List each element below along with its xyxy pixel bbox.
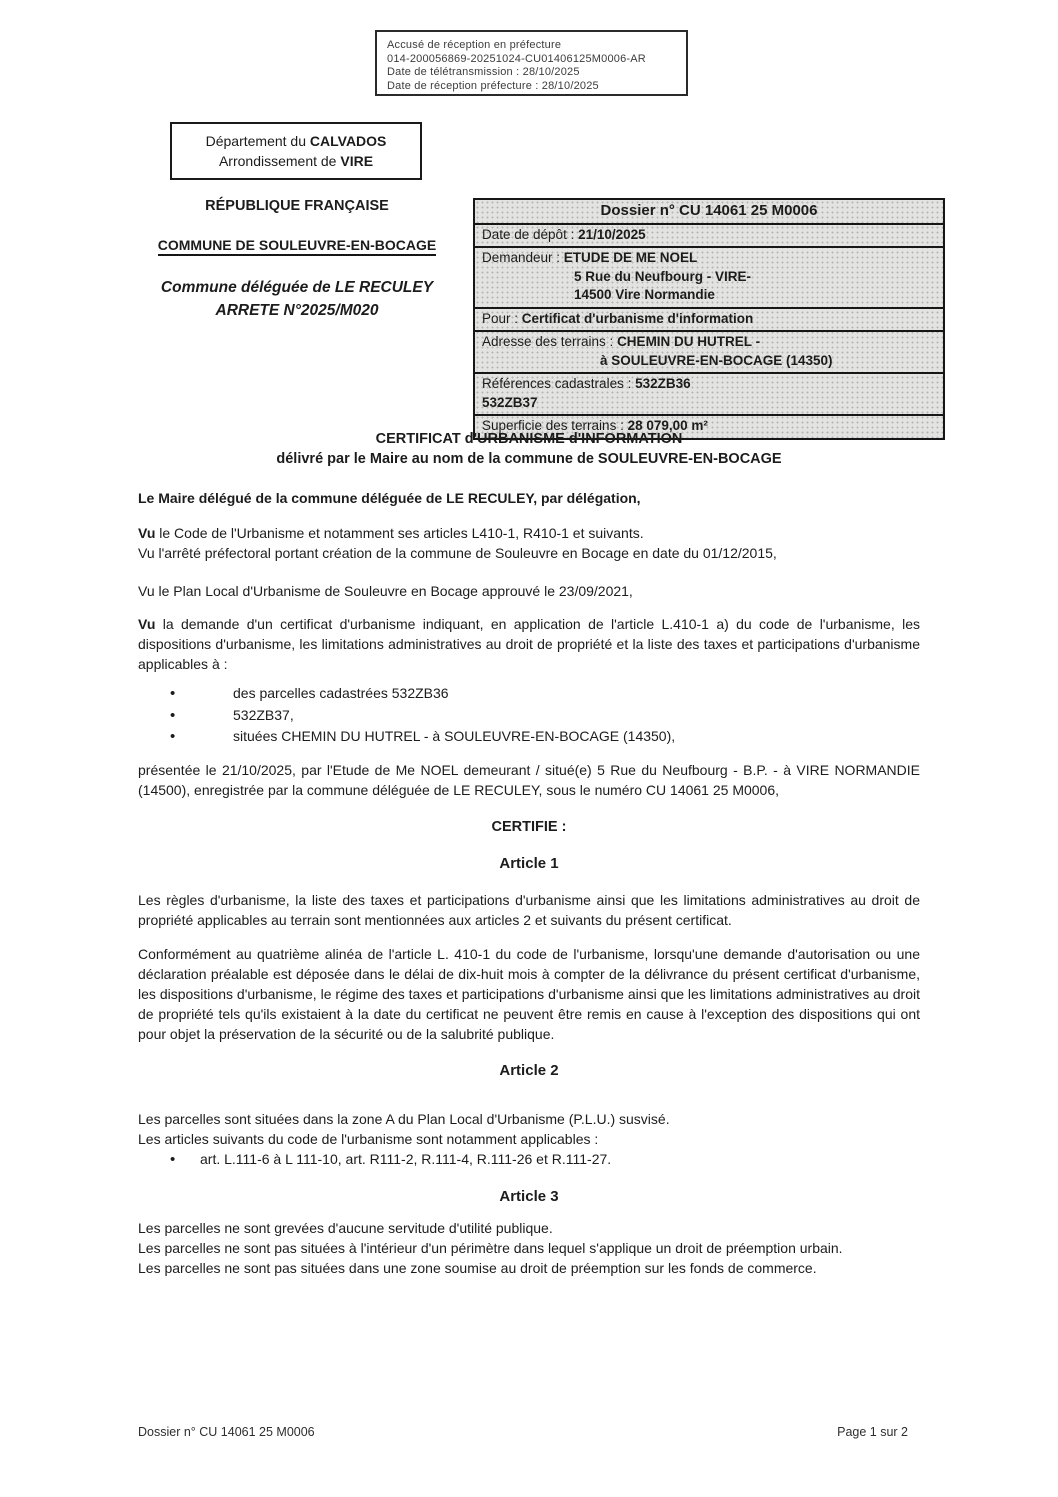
dossier-row-pour [475, 307, 943, 331]
department-line [172, 131, 420, 151]
stamp-line-1: Accusé de réception en préfecture [387, 39, 562, 51]
prefecture-stamp [375, 30, 688, 96]
article-2-paragraph-2: Les articles suivants du code de l'urbanisme sont notamment applicables : [138, 1130, 599, 1147]
adresse-value: CHEMIN DU HUTREL - [617, 334, 761, 349]
department-label: Département du [205, 133, 310, 149]
document-title-line-1: CERTIFICAT d'URBANISME d'INFORMATION [375, 431, 683, 447]
bullet-item-1: • des parcelles cadastrées 532ZB36 [138, 683, 920, 705]
dossier-table [473, 198, 945, 440]
demandeur-line [482, 249, 936, 268]
vu-4-text: la demande d'un certificat d'urbanisme indiquant, en application de l'article L.410-1 a) du code de l'urbanisme, les dispositions d'urbanisme, les limitations administratives au droit de propriété et la liste des taxes et participations d'urbanisme applicables à : [138, 616, 920, 672]
republique-title: RÉPUBLIQUE FRANÇAISE [205, 198, 389, 214]
adresse-line-2: à SOULEUVRE-EN-BOCAGE (14350) [600, 352, 833, 368]
demandeur-address-line-1: 5 Rue du Neufbourg - VIRE- [574, 268, 751, 284]
depot-value: 21/10/2025 [578, 226, 646, 242]
commune-name: COMMUNE DE SOULEUVRE-EN-BOCAGE [158, 237, 436, 256]
commune-title [128, 237, 466, 253]
footer-dossier-number: Dossier n° CU 14061 25 M0006 [138, 1425, 315, 1439]
parcelles-bullet-list [138, 683, 920, 748]
depot-label: Date de dépôt : [482, 226, 579, 242]
footer-page-number: Page 1 sur 2 [837, 1425, 908, 1439]
article-2-heading: Article 2 [499, 1061, 559, 1079]
page-footer [138, 1425, 908, 1439]
article-3-paragraph-2: Les parcelles ne sont pas situées à l'intérieur d'un périmètre dans lequel s'applique un droit de préemption urbain. [138, 1240, 843, 1256]
article-3-heading: Article 3 [499, 1188, 559, 1205]
article-2-bullet-list [138, 1149, 920, 1171]
demandeur-address-line-2: 14500 Vire Normandie [574, 287, 715, 302]
bullet-item-2: • 532ZB37, [138, 705, 920, 727]
vu-paragraph-1-2 [138, 523, 920, 563]
vu-1-bold: Vu [138, 525, 156, 541]
stamp-line-4: Date de réception préfecture : 28/10/2025 [387, 79, 599, 92]
demandeur-label: Demandeur : [482, 250, 564, 265]
pour-value: Certificat d'urbanisme d'information [521, 310, 754, 326]
dossier-row-references [475, 372, 943, 414]
article-2-paragraph-1: Les parcelles sont situées dans la zone A du Plan Local d'Urbanisme (P.L.U.) susvisé. [138, 1110, 670, 1127]
maire-paragraph: Le Maire délégué de la commune déléguée de LE RECULEY, par délégation, [138, 490, 641, 506]
document-title [138, 430, 920, 469]
adresse-line [482, 333, 936, 352]
certifie-heading: CERTIFIE : [491, 818, 567, 835]
references-line-2: 532ZB37 [482, 394, 538, 410]
arrondissement-name: VIRE [340, 153, 374, 169]
demandeur-value: ETUDE DE ME NOEL [563, 250, 698, 265]
dossier-row-demandeur [475, 246, 943, 307]
references-value: 532ZB36 [635, 376, 691, 391]
document-body [138, 430, 920, 1278]
department-box [170, 122, 422, 180]
arrete-number: ARRETE N°2025/M020 [215, 302, 379, 319]
document-title-line-2: délivré par le Maire au nom de la commune de SOULEUVRE-EN-BOCAGE [276, 450, 782, 467]
commune-deleguee-title: Commune déléguée de LE RECULEY [160, 279, 434, 296]
vu-line-3: Vu le Plan Local d'Urbanisme de Souleuvre en Bocage approuvé le 23/09/2021, [138, 583, 633, 599]
dossier-row-depot [475, 223, 943, 247]
pour-label: Pour : [482, 310, 522, 326]
article-1-paragraph-2: Conformément au quatrième alinéa de l'article L. 410-1 du code de l'urbanisme, lorsqu'une demande d'autorisation ou une déclaration préalable est déposée dans le délai de dix-huit mois à compter de la délivrance du présent certificat d'urbanisme, les dispositions d'urbanisme, le régime des taxes et participations d'urbanisme ainsi que les limitations administratives au droit de propriété tels qu'ils existaient à la date du certificat ne peuvent être remis en cause à l'exception des dispositions qui ont pour objet la préservation de la sécurité ou de la salubrité publique. [138, 945, 920, 1042]
presentee-paragraph: présentée le 21/10/2025, par l'Etude de Me NOEL demeurant / situé(e) 5 Rue du Neufbourg - B.P. - à VIRE NORMANDIE (14500), enregistrée par la commune déléguée de LE RECULEY, sous le numéro CU 14061 25 M0006, [138, 761, 920, 798]
dossier-row-adresse [475, 330, 943, 372]
stamp-line-3: Date de télétransmission : 28/10/2025 [387, 66, 580, 78]
article-3-paragraph-3: Les parcelles ne sont pas situées dans une zone soumise au droit de préemption sur les fonds de commerce. [138, 1260, 817, 1276]
article-2-bullet: • art. L.111-6 à L 111-10, art. R111-2, R.111-4, R.111-26 et R.111-27. [138, 1149, 920, 1171]
adresse-label: Adresse des terrains : [482, 334, 618, 349]
article-3-paragraph-1: Les parcelles ne sont grevées d'aucune servitude d'utilité publique. [138, 1220, 553, 1236]
dossier-header: Dossier n° CU 14061 25 M0006 [600, 202, 818, 219]
department-name: CALVADOS [309, 133, 387, 149]
vu-4-bold: Vu [138, 616, 156, 632]
vu-line-1 [138, 523, 920, 543]
bullet-item-3: • situées CHEMIN DU HUTREL - à SOULEUVRE-EN-BOCAGE (14350), [138, 726, 920, 748]
article-1-heading: Article 1 [499, 854, 559, 872]
superficie-value: 28 079,00 m² [627, 418, 708, 433]
vu-paragraph-4 [138, 614, 920, 674]
arrondissement-label: Arrondissement de [218, 153, 341, 169]
references-label: Références cadastrales : [482, 376, 636, 391]
references-line [482, 375, 936, 394]
vu-1-text: le Code de l'Urbanisme et notamment ses articles L410-1, R410-1 et suivants. [155, 525, 644, 541]
stamp-line-2: 014-200056869-20251024-CU01406125M0006-AR [387, 52, 646, 65]
arrondissement-line [172, 151, 420, 171]
vu-line-2: Vu l'arrêté préfectoral portant création de la commune de Souleuvre en Bocage en date du 01/12/2015, [138, 545, 777, 561]
article-1-paragraph-1: Les règles d'urbanisme, la liste des taxes et participations d'urbanisme ainsi que les limitations administratives au droit de propriété applicables au terrain sont mentionnées aux articles 2 et suivants du présent certificat. [138, 891, 920, 928]
superficie-label: Superficie des terrains : [482, 418, 628, 433]
left-header [128, 198, 466, 322]
